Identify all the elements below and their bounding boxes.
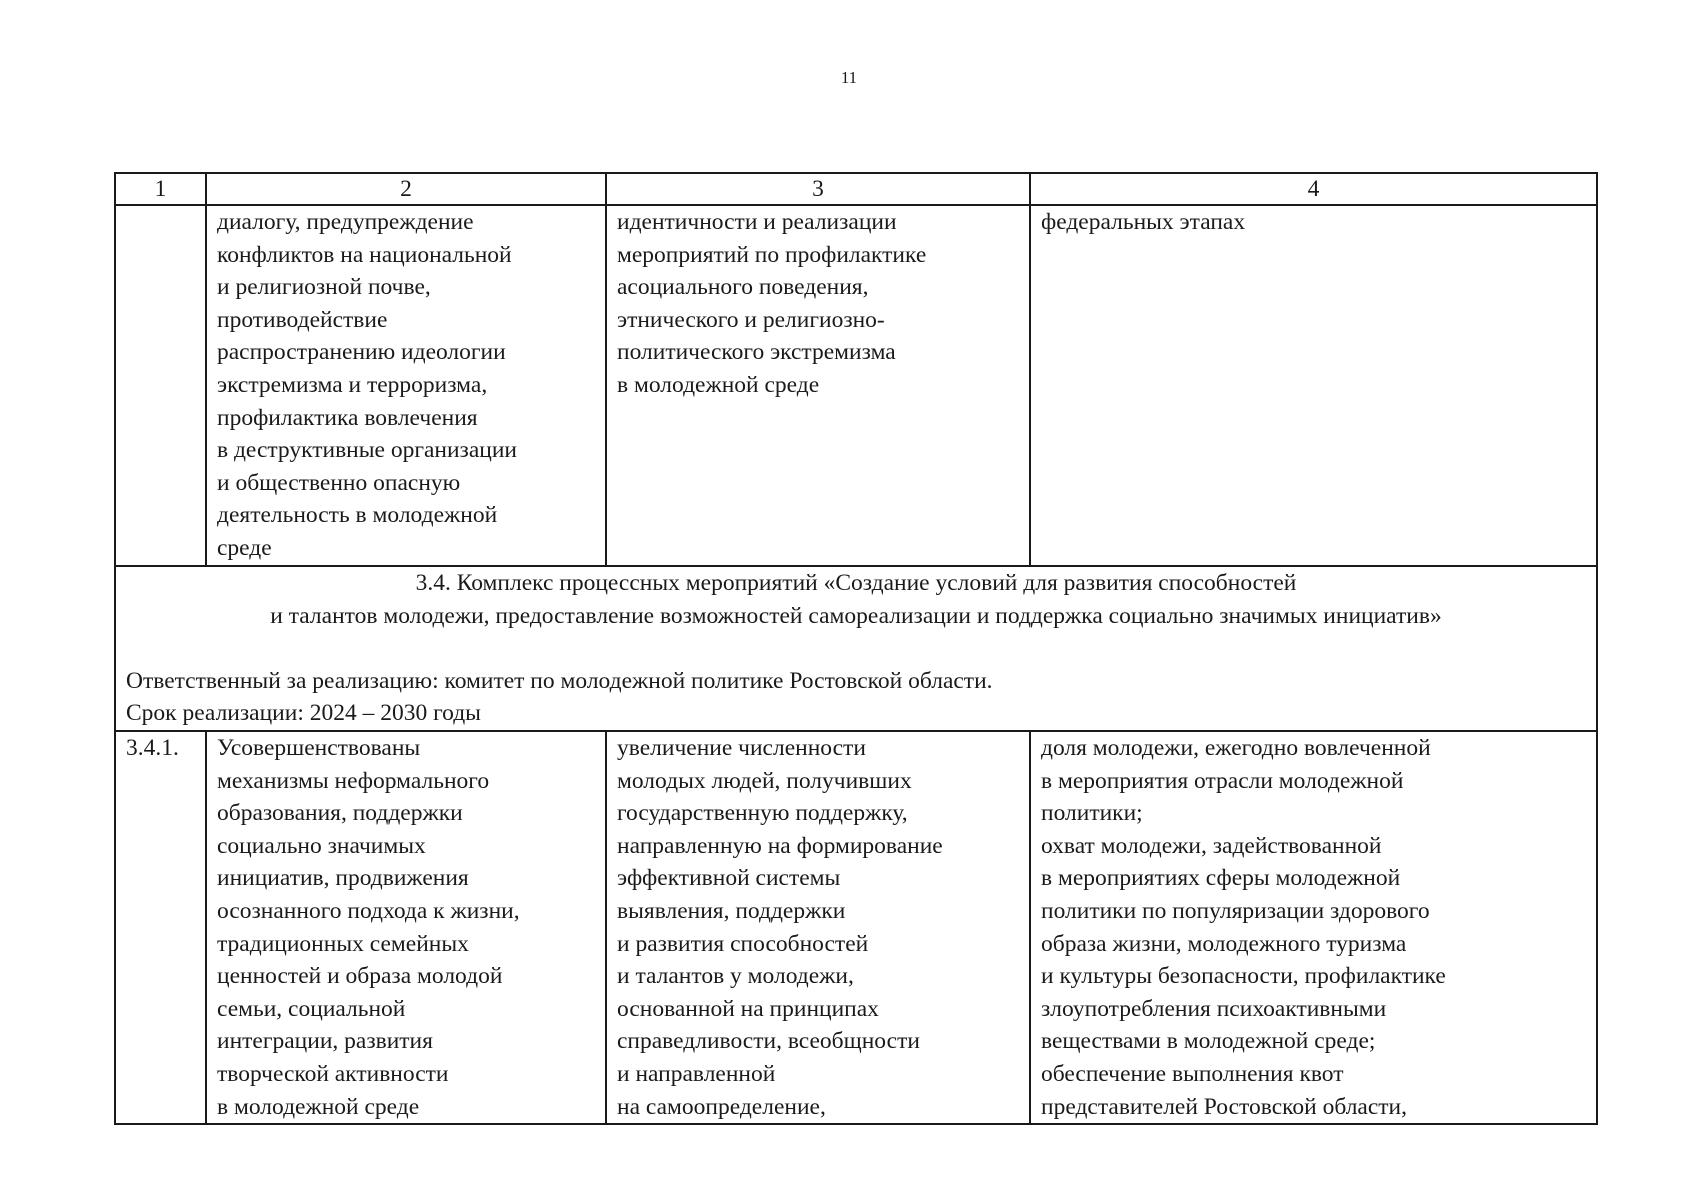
cell-number: 3.4.1.: [115, 731, 206, 1124]
section-cell: [115, 566, 1597, 731]
cell-text-line: в мероприятия отрасли молодежной: [1041, 767, 1404, 794]
cell-text-line: молодых людей, получивших: [617, 767, 912, 794]
cell-result: [606, 731, 1030, 1124]
cell-text-line: государственную поддержку,: [617, 800, 908, 827]
cell-text-line: диалогу, предупреждение: [217, 209, 474, 235]
section-row: [115, 566, 1597, 731]
cell-text-line: в деструктивные организации: [217, 437, 518, 464]
cell-text-line: и талантов у молодежи,: [617, 963, 854, 990]
cell-text-line: доля молодежи, ежегодно вовлеченной: [1041, 734, 1431, 761]
cell-text-line: федеральных этапах: [1041, 209, 1246, 235]
cell-text-line: инициатив, продвижения: [217, 865, 469, 892]
cell-text-line: традиционных семейных: [217, 930, 469, 957]
cell-text-line: увеличение численности: [617, 734, 866, 761]
cell-text-line: на самоопределение,: [617, 1093, 826, 1120]
cell-text-line: мероприятий по профилактике: [617, 241, 927, 268]
cell-text-line: и общественно опасную: [217, 469, 461, 496]
cell-text-line: представителей Ростовской области,: [1041, 1093, 1408, 1120]
cell-text-line: Усовершенствованы: [217, 734, 421, 761]
cell-text-line: семьи, социальной: [217, 995, 406, 1022]
cell-indicator: [1030, 731, 1597, 1124]
cell-text-line: политики по популяризации здорового: [1041, 897, 1430, 924]
cell-text-line: политического экстремизма: [617, 339, 896, 366]
cell-text-line: веществами в молодежной среде;: [1041, 1028, 1376, 1055]
cell-text-line: и культуры безопасности, профилактике: [1041, 963, 1446, 990]
cell-indicator: [1030, 205, 1597, 566]
section-title-line-2: и талантов молодежи, предоставление возможностей самореализации и поддержка социально значимых инициатив»: [270, 602, 1442, 629]
header-col-4: 4: [1030, 173, 1597, 205]
cell-text-line: социально значимых: [217, 832, 426, 859]
cell-text-line: конфликтов на национальной: [217, 241, 512, 268]
cell-text-line: и развития способностей: [617, 930, 869, 957]
cell-text-line: распространению идеологии: [217, 339, 506, 366]
cell-text-line: и направленной: [617, 1060, 776, 1087]
cell-number: [115, 205, 206, 566]
cell-text-line: деятельность в молодежной: [217, 502, 498, 529]
header-col-2: 2: [206, 173, 606, 205]
cell-text-line: эффективной системы: [617, 865, 841, 892]
cell-text-line: экстремизма и терроризма,: [217, 371, 488, 398]
cell-text-line: механизмы неформального: [217, 767, 490, 794]
cell-text-line: злоупотребления психоактивными: [1041, 995, 1387, 1022]
cell-text-line: политики;: [1041, 800, 1143, 827]
table-row-continued: [115, 205, 1597, 566]
cell-text-line: в мероприятиях сферы молодежной: [1041, 865, 1401, 892]
cell-text-line: в молодежной среде: [617, 371, 820, 398]
cell-text-line: образования, поддержки: [217, 800, 463, 827]
cell-text-line: профилактика вовлечения: [217, 404, 478, 431]
measures-table: [114, 172, 1598, 1125]
cell-result: [606, 205, 1030, 566]
cell-text-line: образа жизни, молодежного туризма: [1041, 930, 1407, 957]
cell-text-line: асоциального поведения,: [617, 274, 869, 301]
cell-text-line: в молодежной среде: [217, 1093, 420, 1120]
cell-task: [206, 731, 606, 1124]
section-title-line-1: 3.4. Комплекс процессных мероприятий «Создание условий для развития способностей: [415, 570, 1297, 596]
cell-text-line: этнического и религиозно-: [617, 306, 885, 333]
cell-text-line: идентичности и реализации: [617, 209, 897, 235]
header-col-1: 1: [115, 173, 206, 205]
header-col-3: 3: [606, 173, 1030, 205]
cell-text-line: ценностей и образа молодой: [217, 963, 503, 990]
table-row-3-4-1: [115, 731, 1597, 1124]
cell-text-line: среде: [217, 534, 272, 561]
page-number: 11: [840, 68, 858, 87]
cell-text-line: и религиозной почве,: [217, 274, 431, 301]
section-responsible: Ответственный за реализацию: комитет по молодежной политике Ростовской области.: [126, 667, 993, 694]
cell-text-line: справедливости, всеобщности: [617, 1028, 920, 1055]
cell-text-line: охват молодежи, задействованной: [1041, 832, 1382, 859]
section-period: Срок реализации: 2024 – 2030 годы: [126, 700, 481, 727]
cell-text-line: осознанного подхода к жизни,: [217, 897, 520, 924]
cell-task: [206, 205, 606, 566]
cell-text-line: творческой активности: [217, 1060, 449, 1087]
cell-text-line: основанной на принципах: [617, 995, 879, 1022]
cell-text-line: обеспечение выполнения квот: [1041, 1060, 1344, 1087]
cell-text-line: противодействие: [217, 306, 388, 333]
cell-text-line: выявления, поддержки: [617, 897, 846, 924]
cell-text-line: направленную на формирование: [617, 832, 943, 859]
table-header-row: [115, 173, 1597, 205]
cell-text-line: интеграции, развития: [217, 1028, 433, 1055]
